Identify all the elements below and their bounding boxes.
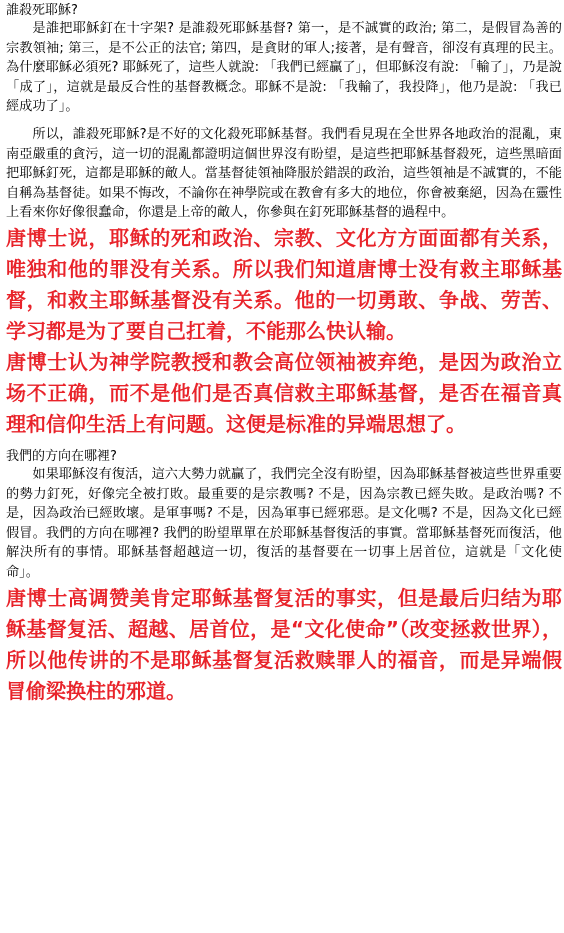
section-gap [6,440,562,446]
red-commentary-death-relation: 唐博士说，耶稣的死和政治、宗教、文化方方面面都有关系，唯独和他的罪没有关系。所以我们知道唐博士没有救主耶稣基督，和救主耶稣基督没有关系。他的一切勇敢、争战、劳苦、学习都是为了要自己扛着，不能那么快认输。 [6,225,562,343]
section-heading-who-killed-jesus: 誰殺死耶穌? [6,3,78,18]
red-commentary-cultural-mandate: 唐博士高调赞美肯定耶稣基督复活的事实，但是最后归结为耶稣基督复活、超越、居首位，是“文化使命”（改变拯救世界），所以他传讲的不是耶稣基督复活救赎罪人的福音，而是异端假冒偷梁换柱的邪道。 [6,585,562,703]
red-commentary-heresy-standard: 唐博士认为神学院教授和教会高位领袖被弃绝，是因为政治立场不正确，而不是他们是否真信救主耶稣基督，是否在福音真理和信仰生活上有问题。这便是标准的异端思想了。 [6,349,562,436]
article [6,0,562,707]
section-heading-our-direction: 我們的方向在哪裡? [6,448,117,464]
paragraph-resurrection: 如果耶穌沒有復活，這六大勢力就贏了，我們完全沒有盼望，因為耶穌基督被這些世界重要的勢力釘死，好像完全被打敗。最重要的是宗教嗎? 不是，因為宗教已經失敗。是政治嗎? 不是，因為政治已經敗壞。是軍事嗎? 不是，因為軍事已經邪惡。是文化嗎? 不是，因為文化已經假冒。我們的方向在哪裡? 我們的盼望單單在於耶穌基督復活的事實。當耶穌基督死而復活，他解決所有的事情。耶穌基督超越這一切，復活的基督要在一切事上居首位，這就是「文化使命」。 [6,466,562,580]
paragraph-who-crucified: 是誰把耶穌釘在十字架? 是誰殺死耶穌基督? 第一，是不誠實的政治; 第二，是假冒為善的宗教領袖; 第三，是不公正的法官; 第四，是貪財的軍人;接著，是有聲音，卻沒有真理的民主。為什麼耶穌必須死? 耶穌死了，這些人就說: 「我們已經贏了」，但耶穌沒有說: 「輸了」，乃是說「成了」，這就是最反合性的基督教概念。耶穌不是說: 「我輸了，我投降」，他乃是說: 「我已經成功了」。 [6,21,562,115]
paragraph-bad-culture: 所以，誰殺死耶穌?是不好的文化殺死耶穌基督。我們看見現在全世界各地政治的混亂，東南亞嚴重的貪污，這一切的混亂都證明這個世界沒有盼望，是這些把耶穌基督殺死，這些黑暗面把耶穌釘死，這都是耶穌的敵人。當基督徒領袖降服於錯誤的政治，這些領袖是不誠實的，不能自稱為基督徒。如果不悔改，不論你在神學院或在教會有多大的地位，你會被棄絕，因為在靈性上看來你好像很蠢命，你還是上帝的敵人，你參與在釘死耶穌基督的過程中。 [6,126,562,221]
paragraph-gap [6,117,562,125]
